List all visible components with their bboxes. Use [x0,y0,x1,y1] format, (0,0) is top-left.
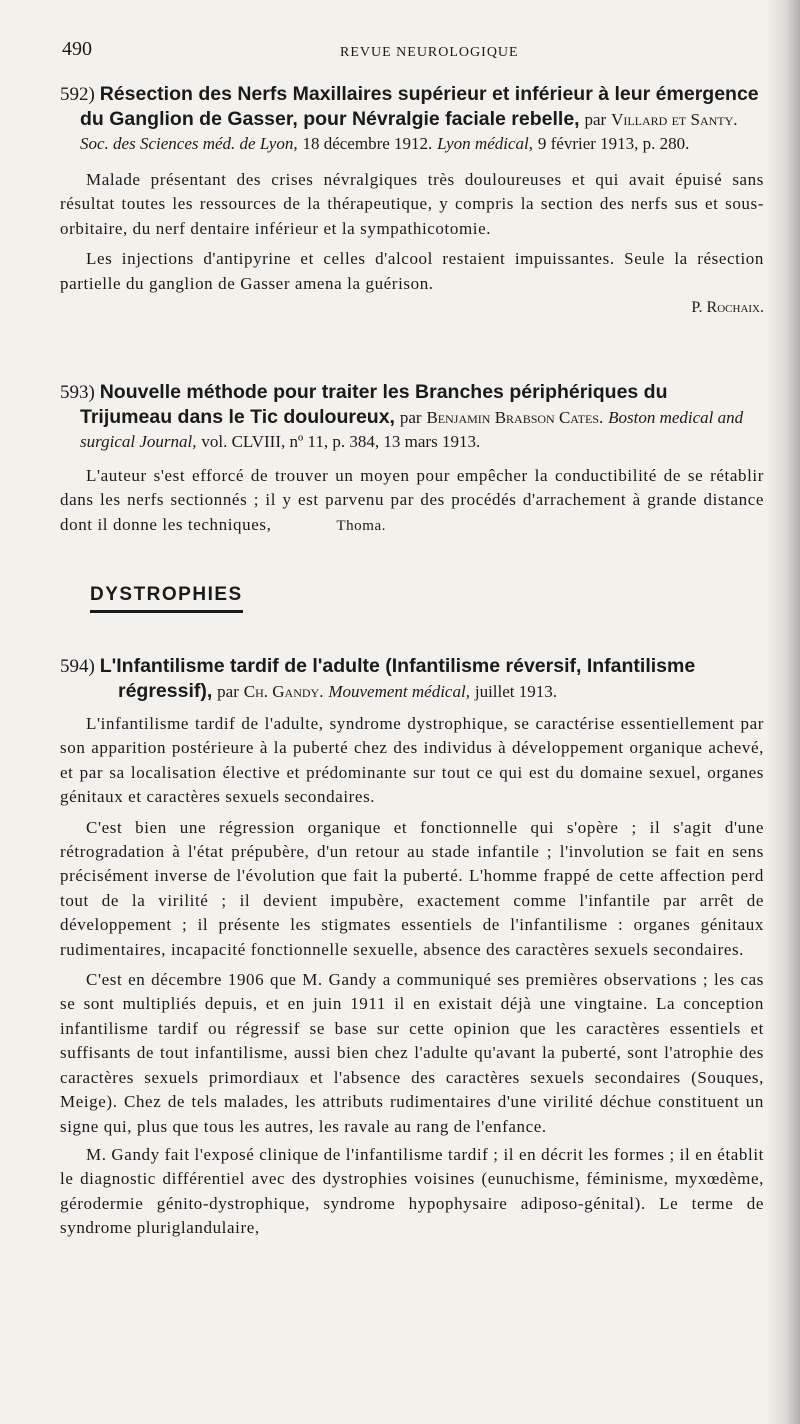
authors: Benjamin Brabson Cates. [426,408,604,427]
signature: Thoma. [336,517,387,534]
journal: Mouvement médical, [328,682,470,701]
abstract-title [60,654,764,704]
by-word: par [399,408,422,427]
running-head [62,38,762,66]
reference: juillet 1913. [474,682,558,701]
authors: Ch. Gandy. [243,682,324,701]
date: 18 décembre 1912. [302,134,433,153]
abstract-number: 592) [60,84,95,105]
abstract-title-text: Résection des Nerfs Maxillaires supérieur et inférieur à leur émergence du Ganglion de Gasser, pour Névralgie faciale rebelle, [80,83,759,130]
by-word: par [217,682,239,701]
page-number: 490 [62,38,92,60]
journal: Lyon médical, [437,134,533,153]
source: Soc. des Sciences méd. de Lyon, [80,134,298,153]
authors: Villard et Santy. [611,110,738,129]
abstract-paragraph: C'est en décembre 1906 que M. Gandy a communiqué ses premières observations ; les cas se sont multipliés depuis, et en juin 1911 il en existait déjà une vingtaine. La conception infantilisme tardif ou régressif se base sur cette opinion que les caractères essentiels et suffisants de tout infantilisme, aussi bien chez l'adulte qu'avant la puberté, sont l'atrophie des caractères sexuels primordiaux et l'absence des caractères sexuels secondaires (Souques, Meige). Chez de tels malades, les attributs rudimentaires d'une virilité déchue constituent un signe qui, plus que tous les autres, les ravale au rang de l'enfance. [60,970,764,1136]
abstract-594 [60,654,764,1241]
abstract-title [60,82,764,156]
journal: Boston medical and surgical Journal, [80,408,744,451]
abstract-number: 593) [60,382,95,403]
abstract-text: L'auteur s'est efforcé de trouver un moyen pour empêcher la conductibilité de se rétablir dans les nerfs sectionnés ; il y est parvenu par des procédés d'arrachement à grande distance dont il donne les techniques, [60,466,764,534]
abstract-number: 594) [60,656,95,677]
abstract-title-text: L'Infantilisme tardif de l'adulte (Infantilisme réversif, Infantilisme régressif), [99,655,696,702]
section-heading: DYSTROPHIES [90,584,243,613]
reference: 9 février 1913, p. 280. [537,134,690,153]
abstract-title [60,380,764,454]
abstract-paragraph: Malade présentant des crises névralgiques très douloureuses et qui avait épuisé sans résultat toutes les ressources de la thérapeutique, y compris la section des nerfs sus et sous-orbitaire, du nerf dentaire inférieur et la sympathicotomie. [60,170,764,238]
abstract-title-text: Nouvelle méthode pour traiter les Branches périphériques du Trijumeau dans le Tic douloureux, [80,381,668,428]
reference: vol. CLVIII, nº 11, p. 384, 13 mars 1913. [201,432,481,451]
abstract-592 [60,82,764,320]
abstract-paragraph: L'infantilisme tardif de l'adulte, syndrome dystrophique, se caractérise essentiellement par son apparition postérieure à la puberté chez des individus à développement organique achevé, et par sa localisation élective et prédominante sur tout ce qui est du domaine sexuel, organes génitaux et caractères sexuels secondaires. [60,714,764,807]
signature: P. Rochaix. [691,299,764,317]
abstract-593 [60,380,764,538]
journal-title: REVUE NEUROLOGIQUE [340,45,519,60]
abstract-paragraph: M. Gandy fait l'exposé clinique de l'infantilisme tardif ; il en décrit les formes ; il en établit le diagnostic différentiel avec des dystrophies voisines (eunuchisme, féminisme, myxœdème, gérodermie génito-dystrophique, syndrome hypophysaire adiposo-génital). Le terme de syndrome pluriglandulaire, [60,1144,764,1238]
abstract-paragraph: C'est bien une régression organique et fonctionnelle qui s'opère ; il s'agit d'une rétrogradation à l'état prépubère, d'un retour au stade infantile ; l'involution se fait en sens précisément inverse de l'évolution que fait la puberté. L'homme frappé de cette affection perd tout de la virilité ; il devient impubère, exactement comme l'infantile par arrêt de développement ; il présente les stigmates essentiels de l'infantilisme : organes génitaux rudimentaires, incapacité fonctionnelle sexuelle, absence des caractères sexuels secondaires. [60,817,764,959]
page-edge-shadow [766,0,800,1424]
abstract-paragraph: Les injections d'antipyrine et celles d'alcool restaient impuissantes. Seule la résection partielle du ganglion de Gasser amena la guérison. [60,249,764,293]
abstract-paragraph [60,464,764,538]
by-word: par [584,110,607,129]
